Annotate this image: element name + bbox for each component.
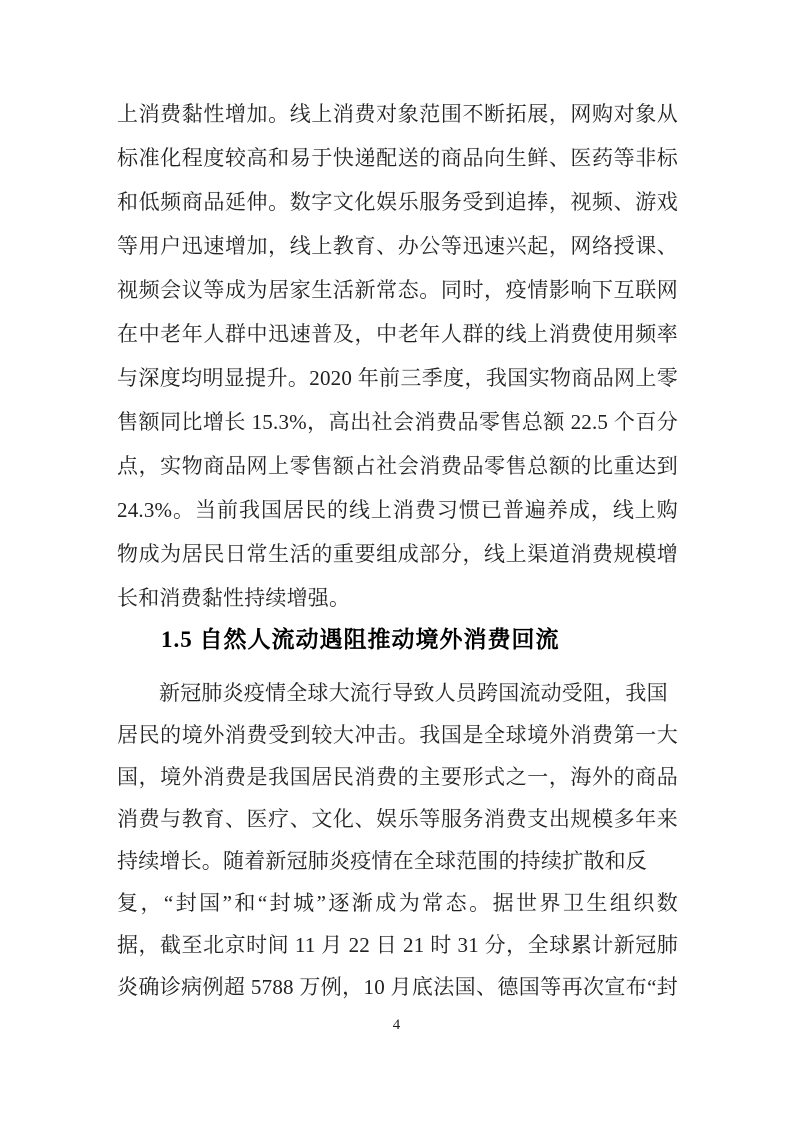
text-line: 长和消费黏性持续增强。 [117,586,351,610]
text-line: 消费与教育、医疗、文化、娱乐等服务消费支出规模多年来 [117,807,678,831]
text-line: 持续增长。随着新冠肺炎疫情在全球范围的持续扩散和反 [117,849,647,873]
text-line: 物成为居民日常生活的重要组成部分，线上渠道消费规模增 [117,542,678,566]
text-line: 标准化程度较高和易于快递配送的商品向生鲜、医药等非标 [117,146,678,170]
text-line: 和低频商品延伸。数字文化娱乐服务受到追捧，视频、游戏 [117,190,678,214]
text-line: 上消费黏性增加。线上消费对象范围不断拓展，网购对象从 [117,102,678,126]
text-line: 新冠肺炎疫情全球大流行导致人员跨国流动受阻，我国 [159,681,668,705]
text-line: 国，境外消费是我国居民消费的主要形式之一，海外的商品 [117,765,678,789]
paragraph-outbound-consumption [117,672,678,1008]
text-line: 视频会议等成为居家生活新常态。同时，疫情影响下互联网 [117,278,678,302]
text-line: 在中老年人群中迅速普及，中老年人群的线上消费使用频率 [117,322,678,346]
text-line: 24.3%。当前我国居民的线上消费习惯已普遍养成，线上购 [117,498,678,522]
text-line: 与深度均明显提升。2020 年前三季度，我国实物商品网上零 [117,366,678,390]
text-line: 炎确诊病例超 5788 万例，10 月底法国、德国等再次宣布“封 [117,975,678,999]
text-block [117,92,678,1008]
text-line: 居民的境外消费受到较大冲击。我国是全球境外消费第一大 [117,723,678,747]
text-line: 据，截至北京时间 11 月 22 日 21 时 31 分，全球累计新冠肺 [117,933,678,957]
text-line: 点，实物商品网上零售额占社会消费品零售总额的比重达到 [117,454,678,478]
paragraph-online-consumption [117,92,678,620]
text-line: 售额同比增长 15.3%，高出社会消费品零售总额 22.5 个百分 [117,410,678,434]
page-number: 4 [392,1017,401,1033]
text-line: 等用户迅速增加，线上教育、办公等迅速兴起，网络授课、 [117,234,678,258]
section-heading-1-5: 1.5 自然人流动遇阻推动境外消费回流 [161,627,560,652]
text-line: 复，“封国”和“封城”逐渐成为常态。据世界卫生组织数 [117,891,678,915]
